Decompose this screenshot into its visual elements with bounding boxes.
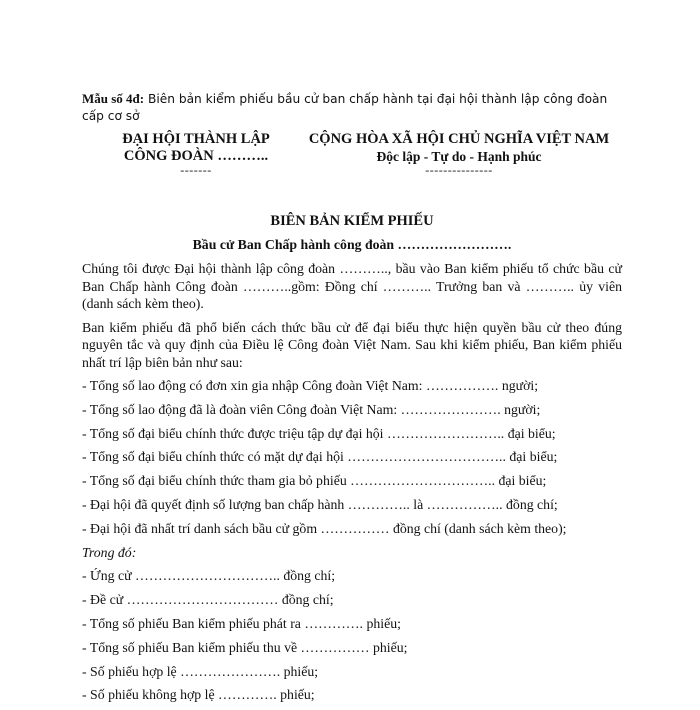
list-item: - Tổng số đại biểu chính thức có mặt dự đại hội …………………………….. đại biểu; [82,449,558,465]
procedure-paragraph: Ban kiểm phiếu đã phổ biến cách thức bầu cử để đại biểu thực hiện quyền bầu cử theo đúng nguyên tắc và quy định của Điều lệ Công đoàn Việt Nam. Sau khi kiểm phiếu, Ban kiểm phiếu nhất trí lập biên bản như sau: [82,319,622,370]
list-item: - Số phiếu hợp lệ …………………. phiếu; [82,663,319,679]
organizer-line1: ĐẠI HỘI THÀNH LẬP [122,131,270,147]
list-item: - Tổng số đại biểu chính thức được triệu tập dự đại hội …………………….. đại biểu; [82,425,556,441]
list-item: - Đại hội đã quyết định số lượng ban chấp hành ………….. là …………….. đồng chí; [82,496,558,512]
list-item: - Số phiếu không hợp lệ …………. phiếu; [82,687,315,703]
intro-paragraph: Chúng tôi được Đại hội thành lập công đoàn ……….., bầu vào Ban kiểm phiếu tổ chức bầu cử Ban Chấp hành Công đoàn ………..gồm: Đồng chí ……….. Trưởng ban và ……….. ủy viên (danh sách kèm theo). [82,261,622,311]
organizer-divider: ------- [180,163,212,177]
organizer-header [100,131,292,175]
national-name: CỘNG HÒA XÃ HỘI CHỦ NGHĨA VIỆT NAM [308,131,610,147]
national-motto: Độc lập - Tự do - Hạnh phúc [376,149,542,164]
list-item: - Tổng số đại biểu chính thức tham gia bỏ phiếu ………………………….. đại biểu; [82,473,547,489]
form-title-text: Biên bản kiểm phiếu bầu cử ban chấp hành tại đại hội thành lập công đoàn cấp cơ sở [82,92,608,123]
form-title [82,90,622,125]
document-title: BIÊN BẢN KIỂM PHIẾU [270,213,434,229]
national-divider: --------------- [425,163,493,177]
list-item: - Đại hội đã nhất trí danh sách bầu cử gồm …………… đồng chí (danh sách kèm theo); [82,520,567,536]
list-item: - Tổng số lao động có đơn xin gia nhập Công đoàn Việt Nam: ……………. người; [82,378,539,393]
document-subtitle: Bầu cử Ban Chấp hành công đoàn ……………………. [192,237,512,252]
in-which-heading: Trong đó: [82,544,137,560]
form-code: Mẫu số 4đ: [82,91,145,106]
list-item: - Tổng số lao động đã là đoàn viên Công đoàn Việt Nam: …………………. người; [82,401,541,417]
list-item: - Tổng số phiếu Ban kiểm phiếu thu về …………… phiếu; [82,639,408,655]
organizer-line2: CÔNG ĐOÀN ……….. [123,148,269,164]
national-header [298,131,620,175]
document-body [82,260,622,710]
list-item: - Ứng cử ………………………….. đồng chí; [82,568,336,584]
list-item: - Đề cử …………………………… đồng chí; [82,592,334,608]
list-item: - Tổng số phiếu Ban kiểm phiếu phát ra …………. phiếu; [82,615,401,631]
